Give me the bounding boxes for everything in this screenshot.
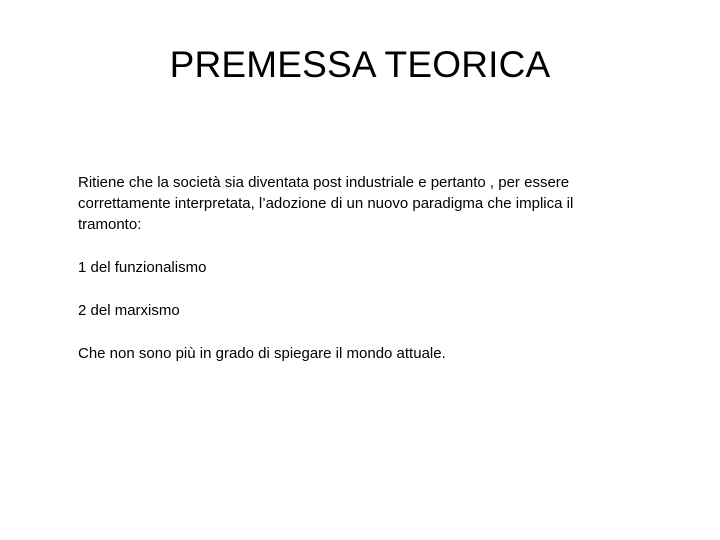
- paragraph-intro: Ritiene che la società sia diventata post industriale e pertanto , per essere correttamente interpretata, l’adozione di un nuovo paradigma che implica il tramonto:: [78, 174, 574, 233]
- slide-body: [78, 172, 598, 386]
- slide-title: PREMESSA TEORICA: [169, 44, 551, 85]
- paragraph-conclusion: Che non sono più in grado di spiegare il mondo attuale.: [78, 345, 446, 362]
- paragraph-item-1: 1 del funzionalismo: [78, 259, 207, 276]
- paragraph-item-2: 2 del marxismo: [78, 302, 180, 319]
